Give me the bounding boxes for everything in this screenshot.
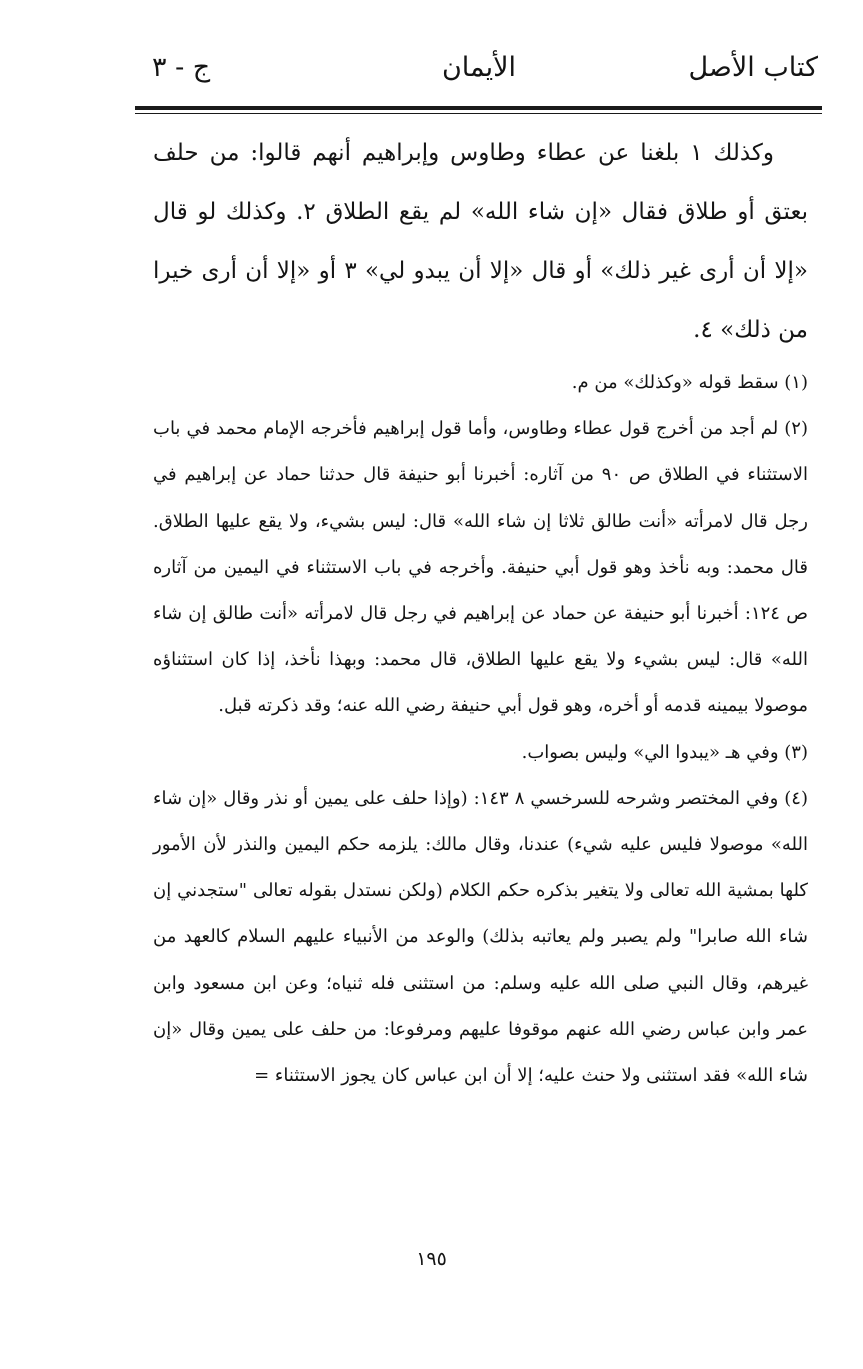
header-rule [135,106,822,110]
footnote-1: (١) سقط قوله «وكذلك» من م. [571,372,808,393]
page-number: ١٩٥ [416,1248,447,1270]
footnote-3: (٣) وفي هـ «يبدوا الي» وليس بصواب. [521,741,808,763]
main-paragraph: وكذلك ١ بلغنا عن عطاء وطاوس وإبراهيم أنهم قالوا: من حلف بعتق أو طلاق فقال «إن شاء الله» لم يقع الطلاق ٢. وكذلك لو قال «إلا أن أرى غير ذلك» أو قال «إلا أن يبدو لي» ٣ أو «إلا أن أرى خيرا من ذلك» ٤. [153,140,808,343]
chapter-title: الأيمان [441,52,517,83]
book-title: كتاب الأصل [688,52,818,83]
volume-label: ج - ٣ [152,52,211,83]
main-text [153,124,808,360]
header-rule-thin [135,113,822,114]
footnotes [153,360,808,1099]
page-header [140,52,818,98]
footnote-2: (٢) لم أجد من أخرج قول عطاء وطاوس، وأما قول إبراهيم فأخرجه الإمام محمد في باب الاستثناء في الطلاق ص ٩٠ من آثاره: أخبرنا أبو حنيفة قال حدثنا حماد عن إبراهيم في رجل قال لامرأته «أنت طالق ثلاثا إن شاء الله» قال: ليس بشيء، ولا يقع عليها الطلاق. قال محمد: وبه نأخذ وهو قول أبي حنيفة. وأخرجه في باب الاستثناء في اليمين من آثاره ص ١٢٤: أخبرنا أبو حنيفة عن حماد عن إبراهيم في رجل قال لامرأته «أنت طالق إن شاء الله» قال: ليس بشيء ولا يقع عليها الطلاق، قال محمد: وبهذا نأخذ، إذا كان استثناؤه موصولا بيمينه قدمه أو أخره، وهو قول أبي حنيفة رضي الله عنه؛ وقد ذكرته قبل. [153,418,808,717]
footnote-4: (٤) وفي المختصر وشرحه للسرخسي ٨ ١٤٣: (وإذا حلف على يمين أو نذر وقال «إن شاء الله» موصولا فليس عليه شيء) عندنا، وقال مالك: يلزمه حكم اليمين والنذر لأن الأمور كلها بمشية الله تعالى ولا يتغير بذكره حكم الكلام (ولكن نستدل بقوله تعالى "ستجدني إن شاء الله صابرا" ولم يصبر ولم يعاتبه بذلك) والوعد من الأنبياء عليهم السلام كالعهد من غيرهم، وقال النبي صلى الله عليه وسلم: من استثنى فله ثنياه؛ وعن ابن مسعود وابن عمر وابن عباس رضي الله عنهم موقوفا عليهم ومرفوعا: من حلف على يمين وقال «إن شاء الله» فقد استثنى ولا حنث عليه؛ إلا أن ابن عباس كان يجوز الاستثناء = [153,787,808,1087]
